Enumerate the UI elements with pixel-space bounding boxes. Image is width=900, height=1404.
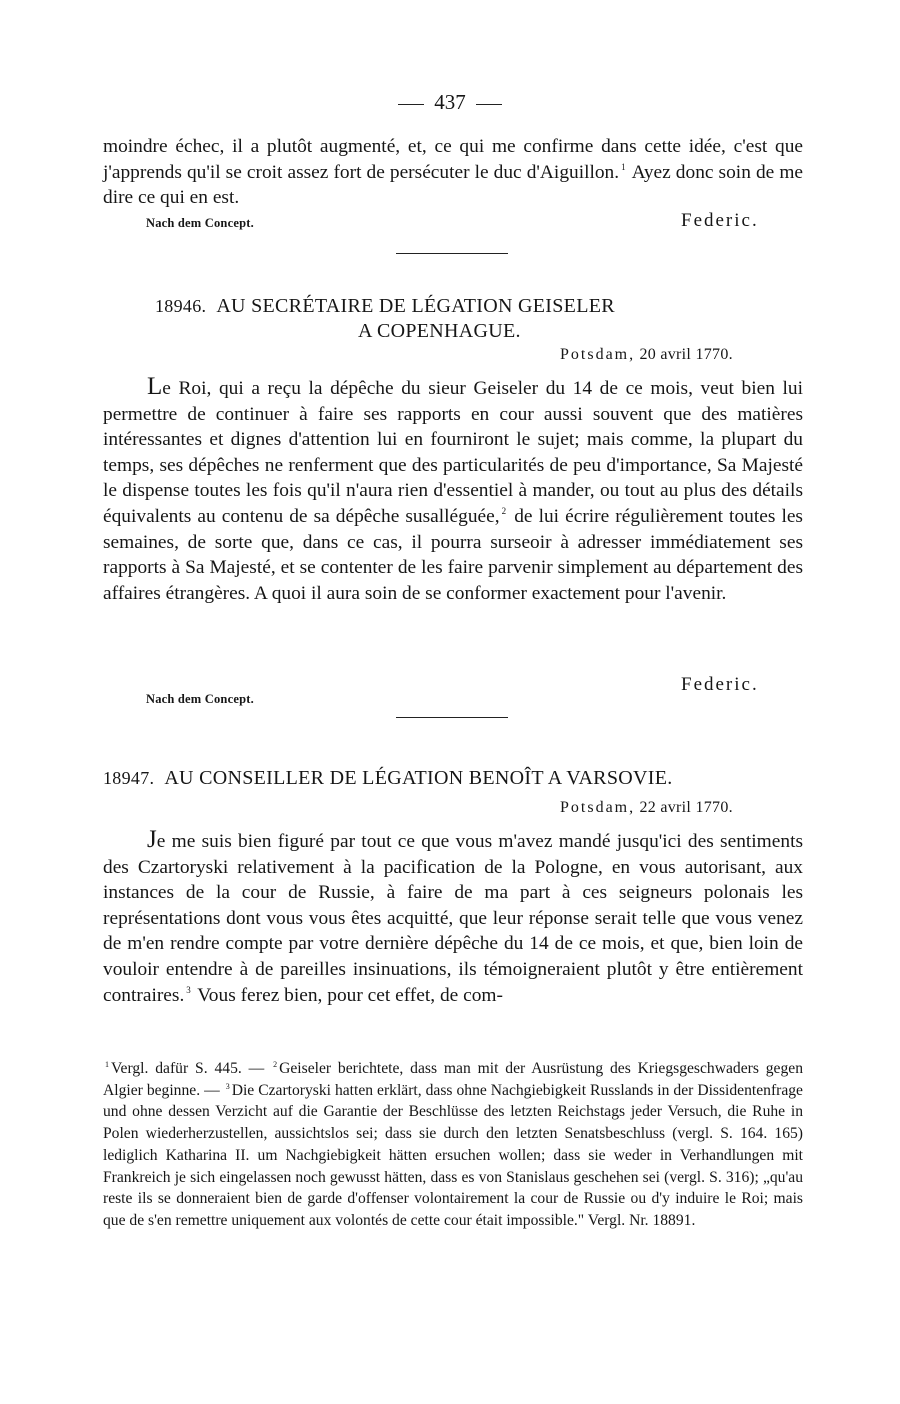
footnote-marker-2: 2 — [273, 1060, 278, 1069]
letter-text-18946-a: e Roi, qui a reçu la dépêche du sieur Geiseler du 14 de ce mois, veut bien lui permettre de continuer à faire ses rapports en cour aussi souvent que des matières intéressantes et dignes d'attention lui en fourniront le sujet; mais comme, la plupart du temps, ses dépêches ne renferment que des particularités de peu d'importance, Sa Majesté le dispense toutes les fois qu'il n'aura rien d'essentiel à mander, ou tout au plus des détails équivalents au contenu de sa dépêche susalléguée, — [103, 378, 803, 527]
source-note-18946: Nach dem Concept. — [146, 692, 254, 706]
section-divider-1 — [396, 253, 508, 254]
folio-number: 437 — [434, 90, 466, 114]
continuation-paragraph — [103, 134, 803, 211]
folio-dash-left — [398, 104, 424, 105]
footnote-marker-3: 3 — [225, 1081, 230, 1091]
continuation-text-a: moindre échec, il a plutôt augmenté, et, ce qui me confirme dans cette idée, c'est que j'apprends qu'il se croit assez fort de persécuter le duc d'Aiguillon. — [103, 136, 803, 183]
signature-18946: Federic. — [681, 674, 759, 695]
page-number — [0, 88, 900, 116]
letter-heading-18946-line2: A COPENHAGUE. — [358, 320, 521, 342]
letter-date-18947 — [560, 799, 733, 817]
continuation-text-b: Ayez donc soin de me dire ce qui en est. — [103, 161, 804, 209]
footnote-ref-1: 1 — [621, 161, 626, 172]
letter-place-18946: Potsdam, — [560, 346, 636, 363]
footnote-3: Die Czartoryski hatten erklärt, dass ohne Nachgiebigkeit Russlands in der Dissidentenfrage und ohne dessen Verzicht auf die Garantie der Beschlüsse des letzten Reichstags jeder Versuch, die Ruhe in Polen wiederherzustellen, aussichtslos sei; dass sie durch den letzten Senatsbeschluss (vergl. S. 164. 165) lediglich Katharina II. um Nachgiebigkeit hätten ersuchen wollen; dass sie weder in Verhandlungen mit Frankreich je sich eingelassen noch gewusst hätten, dass es von Stanislaus geschehen sei (vergl. S. 316); „qu'au reste ils se donneraient bien de garde d'offenser volontairement la cour de Russie ou d'y induire le Roi; mais que de s'en remettre uniquement aux volontés de cette cour était impossible." Vergl. Nr. 18891. — [103, 1081, 803, 1229]
letter-title-18946-line1: AU SECRÉTAIRE DE LÉGATION GEISELER — [216, 295, 615, 317]
footnote-marker-1: 1 — [105, 1060, 109, 1069]
letter-title-18947: AU CONSEILLER DE LÉGATION BENOÎT A VARSOVIE. — [164, 767, 673, 789]
letter-number-18946: 18946. — [155, 296, 207, 316]
letter-date-18946 — [560, 346, 733, 364]
letter-place-18947: Potsdam, — [560, 799, 636, 816]
footnote-ref-2: 2 — [501, 505, 507, 516]
initial-letter-18946: L — [147, 373, 163, 400]
section-divider-2 — [396, 717, 508, 718]
footnote-2: Geiseler berichtete, dass man mit der Ausrüstung des Kriegsgeschwaders gegen Algier beginne. — — [103, 1060, 803, 1099]
letter-heading-18946 — [155, 294, 615, 319]
initial-letter-18947: J — [147, 826, 157, 853]
source-note-continuation: Nach dem Concept. — [146, 216, 254, 230]
folio-dash-right — [476, 104, 502, 105]
letter-body-18946 — [103, 374, 803, 606]
letter-heading-18947 — [103, 766, 673, 791]
letter-date-value-18947: 22 avril 1770. — [639, 799, 733, 816]
letter-number-18947: 18947. — [103, 768, 155, 788]
letter-date-value-18946: 20 avril 1770. — [639, 346, 733, 363]
signature-continuation: Federic. — [681, 210, 759, 231]
footnotes — [103, 1058, 803, 1232]
letter-text-18947-b: Vous ferez bien, pour cet effet, de com- — [197, 984, 503, 1006]
letter-text-18946-b: de lui écrire régulièrement toutes les semaines, de sorte que, dans ce cas, il pourra surseoir à adresser immédiatement ses rapports à Sa Majesté, et se contenter de les faire parvenir simplement au département des affaires étrangères. A quoi il aura soin de se conformer exactement pour l'avenir. — [103, 505, 803, 604]
letter-body-18947 — [103, 827, 803, 1008]
footnote-ref-3: 3 — [186, 984, 191, 995]
letter-text-18947-a: e me suis bien figuré par tout ce que vous m'avez mandé jusqu'ici des sentiments des Czartoryski relativement à la pacification de la Pologne, en vous autorisant, aux instances de la cour de Russie, à faire de ma part à ces seigneurs polonais les représentations dont vous vous êtes acquitté, que leur réponse serait telle que vous venez de m'en rendre compte par votre dernière dépêche du 14 de ce mois, et que, bien loin de vouloir entendre à de pareilles insinuations, ils témoigneraient plutôt y être entièrement contraires. — [103, 831, 803, 1006]
footnote-1: Vergl. dafür S. 445. — — [111, 1060, 265, 1077]
